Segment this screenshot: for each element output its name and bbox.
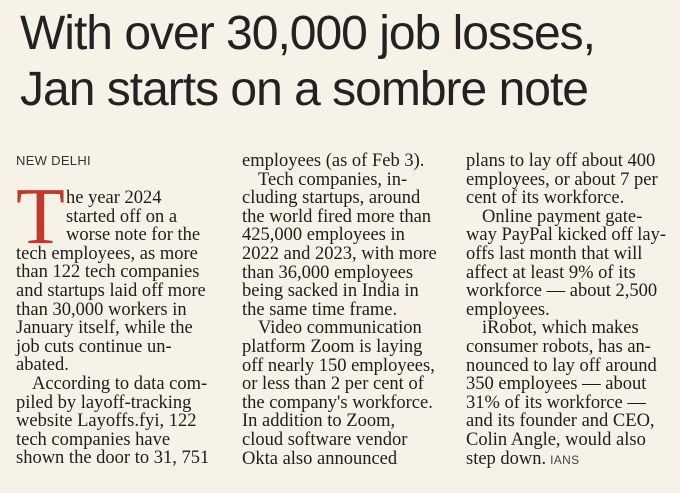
article-line: tech companies have — [16, 429, 171, 450]
article-line: he year 2024 — [66, 188, 162, 208]
article-line: tech employees, as more — [16, 243, 198, 264]
article-line: website Layoffs.fyi, 122 — [16, 411, 197, 432]
article-line: platform Zoom is laying — [242, 336, 423, 357]
article-line: and its founder and CEO, — [466, 411, 655, 432]
drop-cap: T — [16, 173, 65, 261]
article-line: workforce — about 2,500 — [466, 281, 658, 302]
article-line: than 30,000 workers in — [16, 299, 187, 320]
article-line-last — [466, 450, 674, 470]
article-line: cluding startups, around — [242, 188, 421, 209]
article-line: the company's workforce. — [242, 392, 433, 413]
article-line: employees. — [466, 299, 550, 320]
article-line: Tech companies, in- — [258, 169, 408, 190]
article-line: Online payment gate- — [482, 206, 643, 227]
article-line: than 36,000 employees — [242, 262, 414, 283]
article-line: plans to lay off about 400 — [466, 151, 656, 171]
headline-line-2: Jan starts on a sombre note — [20, 63, 588, 116]
article-line-text: step down. — [466, 448, 547, 469]
article-line: the same time frame. — [242, 299, 398, 320]
article-line: than 122 tech companies — [16, 262, 200, 283]
article-line: abated. — [16, 355, 69, 376]
article-line: piled by layoff-tracking — [16, 392, 192, 413]
article-line: iRobot, which makes — [482, 318, 639, 339]
article-line: started off on a — [66, 206, 178, 227]
agency-credit: IANS — [550, 452, 580, 467]
article-line: offs last month that will — [466, 243, 643, 264]
article-line: 425,000 employees in — [242, 225, 405, 246]
article-column-3 — [466, 152, 674, 469]
article-line: employees, or about 7 per — [466, 169, 658, 190]
headline — [20, 6, 670, 118]
headline-line-1: With over 30,000 job losses, — [20, 7, 595, 60]
article-line: Colin Angle, would also — [466, 429, 646, 450]
article-line: way PayPal kicked off lay- — [466, 225, 667, 246]
article-line: employees (as of Feb 3). — [242, 151, 425, 171]
article-line: cent of its workforce. — [466, 188, 625, 209]
article-line: Video communication — [258, 318, 422, 339]
article-line: 350 employees — about — [466, 374, 647, 395]
article-line: being sacked in India in — [242, 281, 419, 302]
article-line: nounced to lay off around — [466, 355, 657, 376]
article-column-1 — [16, 189, 214, 468]
article-line: job cuts continue un- — [16, 336, 172, 357]
article-column-2 — [242, 152, 452, 468]
article-line: Okta also announced — [242, 448, 398, 469]
article-line: consumer robots, has an- — [466, 336, 651, 357]
article-line: the world fired more than — [242, 206, 432, 227]
article-line: January itself, while the — [16, 318, 193, 339]
article-line: 2022 and 2023, with more — [242, 243, 437, 264]
article-line: shown the door to 31, 751 — [16, 448, 210, 469]
article-line: 31% of its workforce — — [466, 392, 646, 413]
article-line: or less than 2 per cent of — [242, 374, 424, 395]
dateline: NEW DELHI — [16, 153, 91, 168]
article-line: affect at least 9% of its — [466, 262, 636, 283]
article-line: In addition to Zoom, — [242, 411, 396, 432]
article-line: and startups laid off more — [16, 280, 206, 301]
article-line: cloud software vendor — [242, 429, 408, 450]
article-line: off nearly 150 employees, — [242, 355, 435, 376]
article-line: According to data com- — [32, 373, 208, 394]
article-line: worse note for the — [66, 225, 201, 246]
